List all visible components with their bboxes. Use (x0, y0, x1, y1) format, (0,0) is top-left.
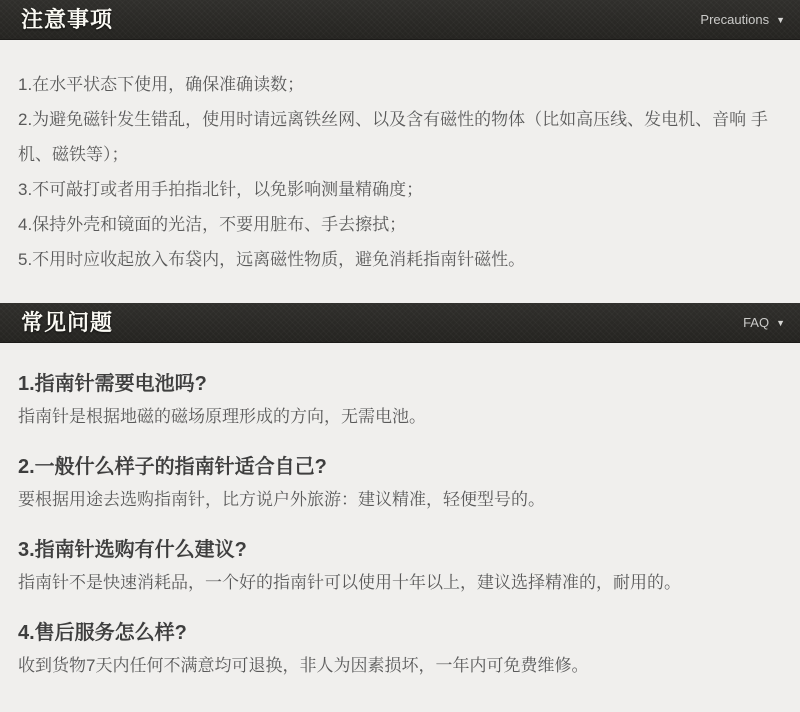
faq-answer: 要根据用途去选购指南针，比方说户外旅游：建议精准，轻便型号的。 (18, 490, 545, 509)
precautions-section (0, 0, 800, 303)
faq-item-1 (18, 371, 782, 429)
precautions-toggle[interactable] (700, 12, 785, 27)
precaution-item-4: 4.保持外壳和镜面的光洁，不要用脏布、手去擦拭； (18, 215, 407, 234)
faq-question: 1.指南针需要电池吗? (18, 373, 207, 395)
faq-question: 2.一般什么样子的指南针适合自己? (18, 456, 327, 478)
precaution-item-1: 1.在水平状态下使用，确保准确读数； (18, 75, 305, 94)
precautions-tag-label: Precautions (700, 12, 770, 27)
precautions-header (0, 0, 800, 40)
faq-question: 3.指南针选购有什么建议? (18, 539, 247, 561)
faq-question: 4.售后服务怎么样? (18, 622, 187, 644)
faq-toggle[interactable] (743, 315, 785, 330)
precaution-item-3: 3.不可敲打或者用手拍指北针，以免影响测量精确度； (18, 180, 424, 199)
faq-header (0, 303, 800, 343)
chevron-down-icon: ▼ (776, 317, 785, 328)
faq-answer: 指南针是根据地磁的磁场原理形成的方向，无需电池。 (18, 407, 426, 426)
faq-item-4 (18, 620, 782, 678)
faq-answer: 指南针不是快速消耗品，一个好的指南针可以使用十年以上，建议选择精准的，耐用的。 (18, 573, 681, 592)
faq-title: 常见问题 (21, 309, 114, 335)
faq-answer: 收到货物7天内任何不满意均可退换，非人为因素损坏，一年内可免费维修。 (18, 656, 589, 675)
faq-item-3 (18, 537, 782, 595)
faq-item-2 (18, 454, 782, 512)
precaution-item-2: 2.为避免磁针发生错乱，使用时请远离铁丝网、以及含有磁性的物体（比如高压线、发电机、音响 手机、磁铁等）； (18, 110, 768, 164)
precautions-title: 注意事项 (21, 6, 114, 32)
faq-list (0, 343, 800, 711)
precaution-item-5: 5.不用时应收起放入布袋内，远离磁性物质，避免消耗指南针磁性。 (18, 250, 526, 269)
precautions-list (0, 40, 800, 303)
faq-section (0, 303, 800, 711)
faq-tag-label: FAQ (743, 315, 770, 330)
chevron-down-icon: ▼ (776, 14, 785, 25)
